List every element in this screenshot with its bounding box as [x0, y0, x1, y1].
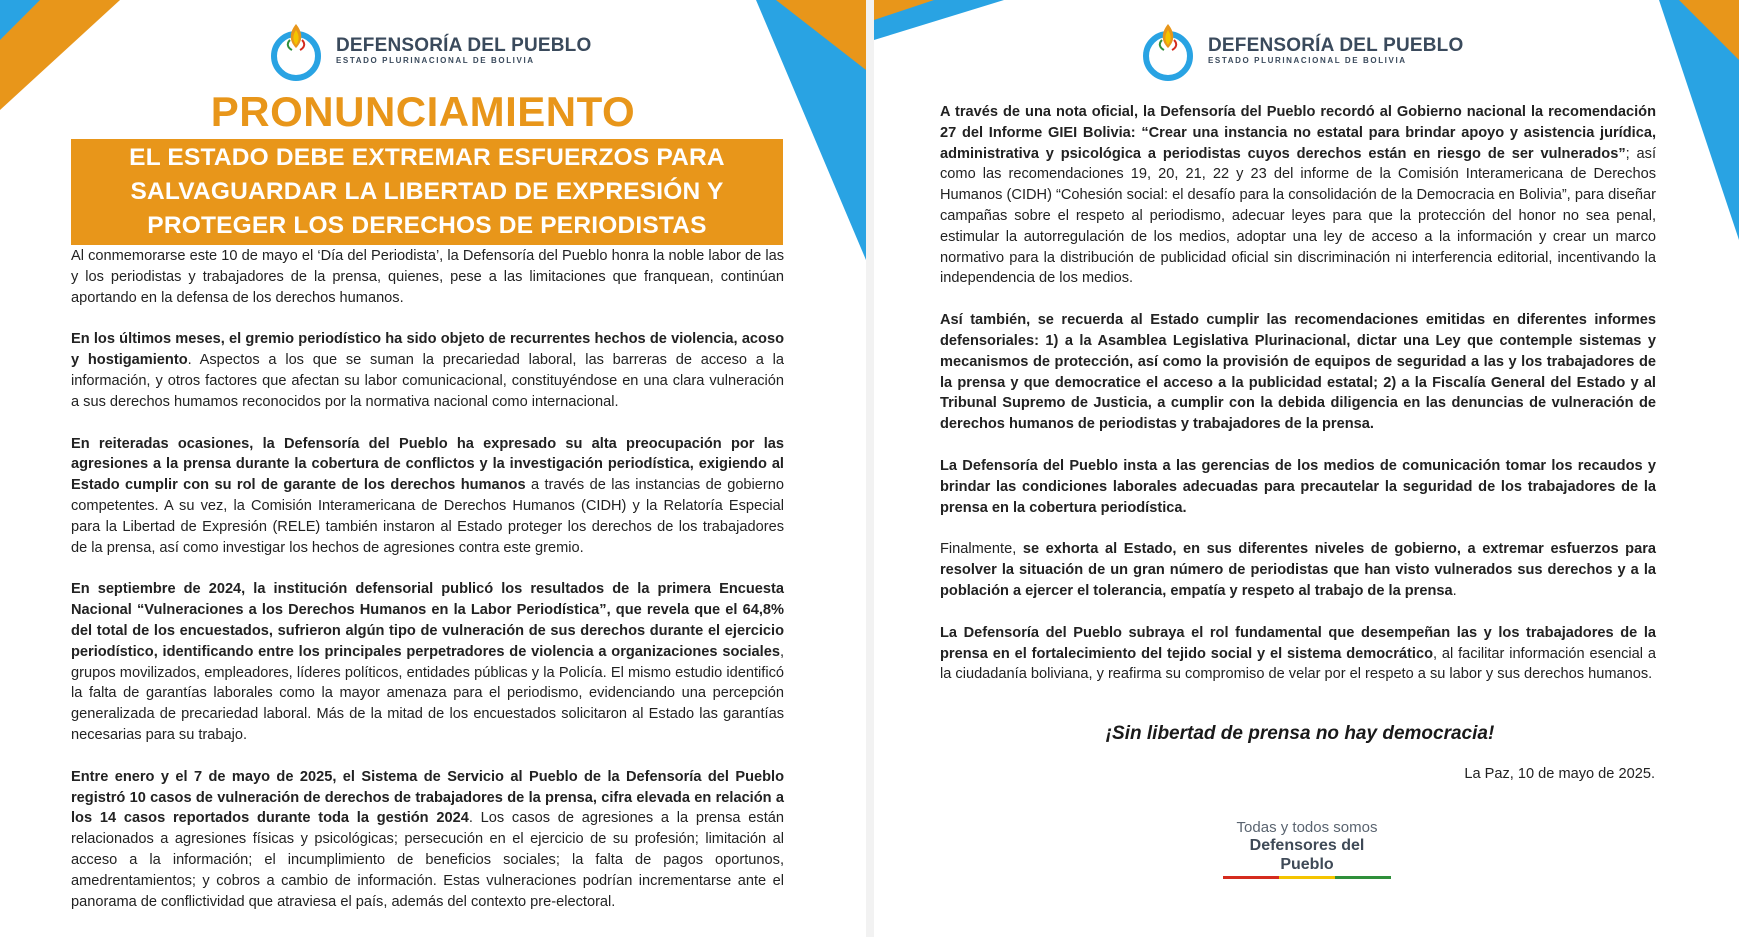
- paragraph: La Defensoría del Pueblo insta a las gerencias de los medios de comunicación tomar los recaudos y brindar las condiciones laborales adecuadas para precautelar la seguridad de los trabajadores de la prensa en la cobertura periodística.: [940, 457, 1656, 516]
- corner-decoration-top-right: [1649, 0, 1739, 250]
- slogan: ¡Sin libertad de prensa no hay democracia!: [1105, 723, 1495, 744]
- left-body: [71, 246, 784, 912]
- paragraph: En reiteradas ocasiones, la Defensoría del Pueblo ha expresado su alta preocupación por las agresiones a la prensa durante la cobertura de conflictos y la investigación periodística, exigiendo al Estado cumplir con su rol de garante de los derechos humanos a través de las instancias de gobierno competentes. A su vez, la Comisión Interamericana de Derechos Humanos (CIDH) y la Relatoría Especial para la Libertad de Expresión (RELE) también instaron al Estado proteger los derechos de los trabajadores de la prensa, así como investigar los hechos de agresiones contra este gremio.: [71, 435, 784, 556]
- paragraph: Al conmemorarse este 10 de mayo el ‘Día del Periodista’, la Defensoría del Pueblo honra la noble labor de las y los periodistas y trabajadores de la prensa, quienes, pese a las limitaciones que franquean, continúan aportando en la defensa de los derechos humanos.: [71, 248, 784, 306]
- paragraph: Así también, se recuerda al Estado cumplir las recomendaciones emitidas en diferentes informes defensoriales: 1) a la Asamblea Legislativa Plurinacional, dictar una Ley que contemple sistemas y mecanismos de protección, así como la provisión de equipos de seguridad a las y los trabajadores de la prensa y que democratice el acceso a la publicidad estatal; 2) a la Fiscalía General del Estado y al Tribunal Supremo de Justicia, a cumplir con la debida diligencia en las denuncias de vulneración de derechos humanos de periodistas y trabajadores de la prensa.: [940, 312, 1656, 433]
- logo-subtitle: ESTADO PLURINACIONAL DE BOLIVIA: [336, 55, 535, 65]
- flag-stripe: [1223, 876, 1391, 879]
- page-right: [874, 0, 1739, 937]
- logo: [1136, 18, 1463, 82]
- paragraph: A través de una nota oficial, la Defensoría del Pueblo recordó al Gobierno nacional la recomendación 27 del Informe GIEI Bolivia: “Crear una instancia no estatal para brindar apoyo y asistencia jurídica, administrativa y psicológica a periodistas cuyos derechos están en riesgo de ser vulnerados”; así como las recomendaciones 19, 20, 21, 22 y 23 del informe de la Comisión Interamericana de Derechos Humanos (CIDH) “Cohesión social: el desafío para la consolidación de la Democracia en Bolivia”, para diseñar campañas sobre el respeto al periodismo, adecuar leyes para que la protección del honor no sea penal, estimular la autorregulación de los medios, adoptar una ley de acceso a la información y crear un marco normativo para la distribución de publicidad oficial sin discriminación ni interferencia editorial, incentivando la independencia de los medios.: [940, 104, 1656, 287]
- footer-line-2: Defensores del Pueblo: [1249, 837, 1365, 873]
- logo-name: DEFENSORÍA DEL PUEBLO: [1208, 34, 1464, 56]
- page-left: [0, 0, 866, 937]
- logo-name: DEFENSORÍA DEL PUEBLO: [336, 34, 592, 56]
- pronouncement-title: PRONUNCIAMIENTO: [210, 88, 636, 135]
- place-date: La Paz, 10 de mayo de 2025.: [1464, 766, 1655, 782]
- paragraph: Finalmente, se exhorta al Estado, en sus diferentes niveles de gobierno, a extremar esfuerzos para resolver la situación de un gran número de periodistas que han visto vulnerados sus derechos y a la población a ejercer el tolerancia, empatía y respeto al trabajo de la prensa.: [940, 541, 1656, 599]
- paragraph: La Defensoría del Pueblo subraya el rol fundamental que desempeñan las y los trabajadores de la prensa en el fortalecimiento del tejido social y el sistema democrático, al facilitar información esencial a la ciudadanía boliviana, y reafirma su compromiso de velar por el respeto a su labor y sus derechos humanos.: [940, 624, 1656, 683]
- corner-decoration-top-left: [874, 0, 1004, 70]
- headline-banner: [71, 139, 783, 245]
- paragraph: En septiembre de 2024, la institución defensorial publicó los resultados de la primera Encuesta Nacional “Vulneraciones a los Derechos Humanos en la Labor Periodística”, que revela que el 64,8% del total de los encuestados, sufrieron algún tipo de vulneración de sus derechos durante el ejercicio periodístico, identificando entre los principales perpetradores de violencia a organizaciones sociales, grupos movilizados, empleadores, líderes políticos, entidades públicas y la Policía. El mismo estudio identificó la falta de garantías laborales como la mayor amenaza para el periodismo, evidenciando una percepción generalizada de precariedad laboral. Más de la mitad de los encuestados solicitaron al Estado las garantías necesarias para su trabajo.: [71, 581, 784, 743]
- right-body: [940, 102, 1656, 685]
- logo-subtitle: ESTADO PLURINACIONAL DE BOLIVIA: [1208, 55, 1407, 65]
- defensoria-emblem-icon: [264, 18, 328, 82]
- defensoria-emblem-icon: [1136, 18, 1200, 82]
- headline: EL ESTADO DEBE EXTREMAR ESFUERZOS PARA SALVAGUARDAR LA LIBERTAD DE EXPRESIÓN Y PROTEGER LOS DERECHOS DE PERIODISTAS: [129, 144, 725, 239]
- paragraph: Entre enero y el 7 de mayo de 2025, el Sistema de Servicio al Pueblo de la Defensoría del Pueblo registró 10 casos de vulneración de derechos de trabajadores de la prensa, cifra elevada en relación a los 14 casos reportados durante toda la gestión 2024. Los casos de agresiones a la prensa están relacionados a agresiones físicas y psicológicas; persecución en el ejercicio de su profesión; limitación al acceso a la información; el incumplimiento de beneficios sociales; la falta de pagos oportunos, amedrentamientos; y cobros a cambio de información. Estas vulneraciones podrían incrementarse ante el panorama de conflictividad que atraviesa el país, además del contexto pre-electoral.: [71, 768, 784, 910]
- logo: [264, 18, 591, 82]
- page-gutter: [866, 0, 874, 937]
- footer-line-1: Todas y todos somos: [1236, 819, 1378, 836]
- footer-brand: [1222, 819, 1392, 879]
- paragraph: En los últimos meses, el gremio periodístico ha sido objeto de recurrentes hechos de violencia, acoso y hostigamiento. Aspectos a los que se suman la precariedad laboral, las barreras de acceso a la información, y otros factores que afectan su labor comunicacional, constituyéndose en una clara vulneración a sus derechos humamos reconocidos por la normativa nacional como internacional.: [71, 331, 784, 410]
